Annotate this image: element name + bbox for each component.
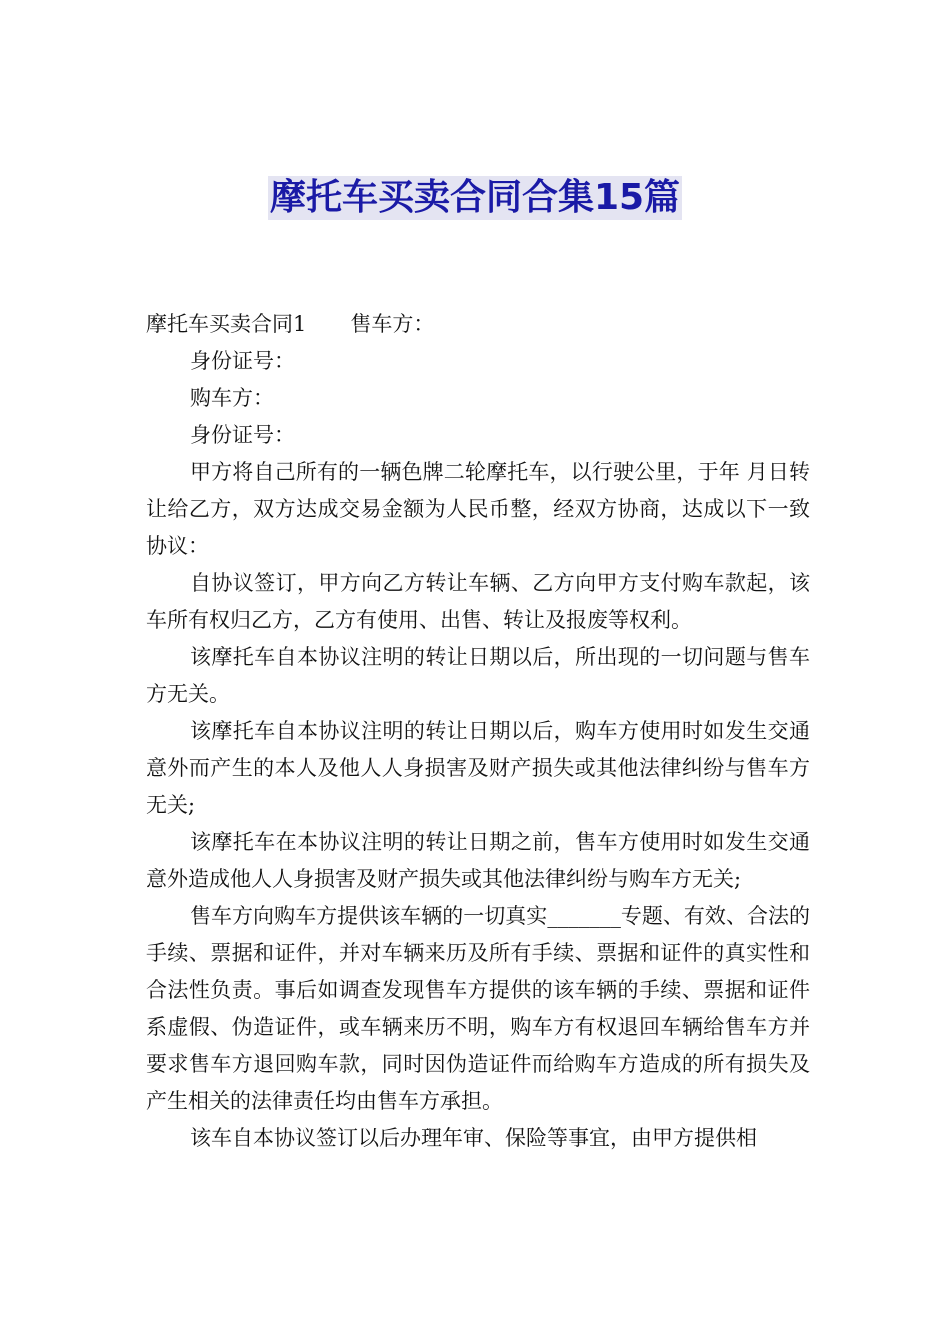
paragraph: 购车方： — [190, 386, 274, 410]
document-body — [146, 306, 810, 1157]
paragraph: 身份证号： — [190, 349, 295, 373]
seller-label: 售车方： — [350, 312, 435, 336]
paragraph: 自协议签订，甲方向乙方转让车辆、乙方向甲方支付购车款起，该车所有权归乙方，乙方有使用、出售、转让及报废等权利。 — [146, 571, 810, 632]
paragraph: 甲方将自己所有的一辆色牌二轮摩托车，以行驶公里，于年 月日转让给乙方，双方达成交易金额为人民币整，经双方协商，达成以下一致协议： — [146, 460, 810, 558]
paragraph: 售车方向购车方提供该车辆的一切真实_______专题、有效、合法的手续、票据和证件，并对车辆来历及所有手续、票据和证件的真实性和合法性负责。事后如调查发现售车方提供的该车辆的手续、票据和证件系虚假、伪造证件，或车辆来历不明，购车方有权退回车辆给售车方并要求售车方退回购车款，同时因伪造证件而给购车方造成的所有损失及产生相关的法律责任均由售车方承担。 — [146, 904, 810, 1113]
title-area — [0, 176, 950, 220]
paragraph: 该摩托车在本协议注明的转让日期之前，售车方使用时如发生交通意外造成他人人身损害及财产损失或其他法律纠纷与购车方无关; — [146, 830, 810, 891]
paragraph: 该车自本协议签订以后办理年审、保险等事宜，由甲方提供相 — [190, 1126, 757, 1150]
paragraph: 身份证号： — [190, 423, 295, 447]
document-title: 摩托车买卖合同合集15篇 — [269, 177, 681, 218]
contract-heading: 摩托车买卖合同1 — [146, 312, 307, 336]
paragraph: 该摩托车自本协议注明的转让日期以后，所出现的一切问题与售车方无关。 — [146, 645, 810, 706]
first-line — [146, 306, 810, 343]
paragraph: 该摩托车自本协议注明的转让日期以后，购车方使用时如发生交通意外而产生的本人及他人人身损害及财产损失或其他法律纠纷与售车方无关; — [146, 719, 810, 817]
